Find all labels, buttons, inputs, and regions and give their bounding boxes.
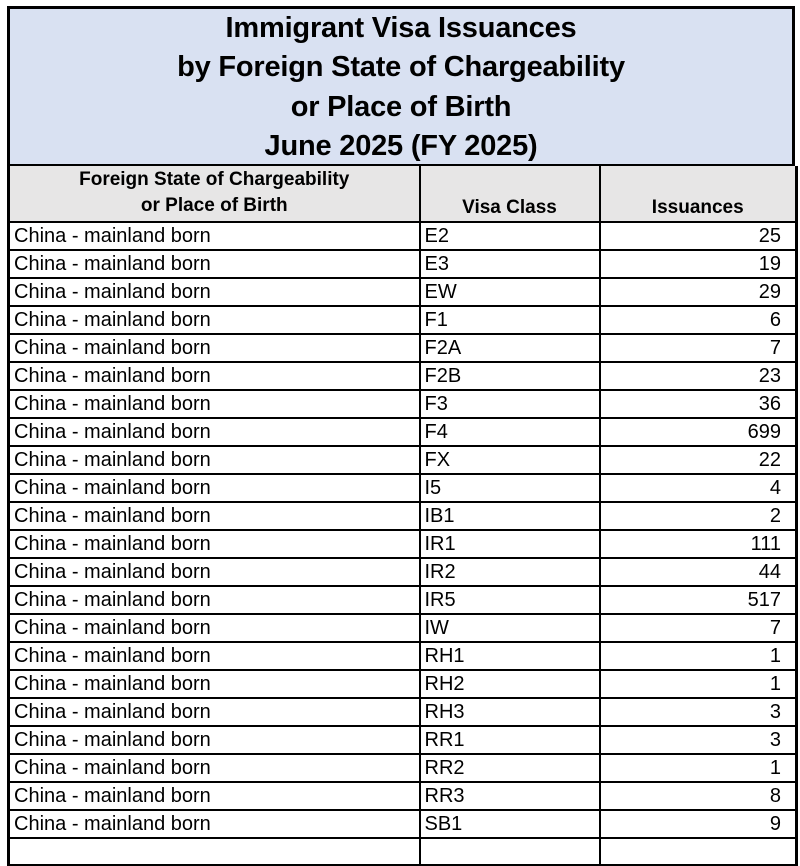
cell-country[interactable]: China - mainland born	[9, 614, 420, 642]
column-header-country-line2: or Place of Birth	[140, 195, 288, 216]
cell-country[interactable]: China - mainland born	[9, 250, 420, 278]
header-row	[9, 166, 797, 222]
cell-issuances[interactable]: 22	[600, 446, 797, 474]
cell-issuances[interactable]: 44	[600, 558, 797, 586]
table-row	[9, 446, 797, 474]
cell-visa-class[interactable]: EW	[420, 278, 600, 306]
cell-visa-class[interactable]: IR2	[420, 558, 600, 586]
table-row	[9, 586, 797, 614]
cell-visa-class[interactable]: F2A	[420, 334, 600, 362]
table-row	[9, 418, 797, 446]
cell-country[interactable]: China - mainland born	[9, 726, 420, 754]
cell-issuances[interactable]: 1	[600, 642, 797, 670]
issuance-table	[7, 166, 798, 866]
table-row	[9, 614, 797, 642]
column-header-country	[9, 166, 420, 222]
cell-issuances[interactable]: 7	[600, 614, 797, 642]
table-row	[9, 810, 797, 838]
table-row	[9, 334, 797, 362]
cell-country[interactable]: China - mainland born	[9, 586, 420, 614]
cell-country[interactable]: China - mainland born	[9, 782, 420, 810]
cell-country[interactable]: China - mainland born	[9, 530, 420, 558]
cell-visa-class[interactable]: RH1	[420, 642, 600, 670]
cell-issuances[interactable]: 699	[600, 418, 797, 446]
table-row	[9, 278, 797, 306]
title-line-4: June 2025 (FY 2025)	[264, 130, 538, 162]
cell-visa-class[interactable]: I5	[420, 474, 600, 502]
cell-visa-class[interactable]: E2	[420, 222, 600, 250]
cell-country[interactable]: China - mainland born	[9, 810, 420, 838]
cell-issuances[interactable]: 23	[600, 362, 797, 390]
cell-visa-class[interactable]: IB1	[420, 502, 600, 530]
cell-visa-class[interactable]: F4	[420, 418, 600, 446]
cell-visa-class[interactable]: RR3	[420, 782, 600, 810]
cell-issuances[interactable]: 517	[600, 586, 797, 614]
cell-country[interactable]: China - mainland born	[9, 390, 420, 418]
table-row	[9, 754, 797, 782]
cell-country[interactable]: China - mainland born	[9, 642, 420, 670]
cell-country[interactable]: China - mainland born	[9, 558, 420, 586]
cell-country[interactable]: China - mainland born	[9, 418, 420, 446]
cell-issuances[interactable]: 6	[600, 306, 797, 334]
column-header-visa-class: Visa Class	[420, 166, 600, 222]
cell-visa-class[interactable]: F3	[420, 390, 600, 418]
cell-issuances[interactable]: 29	[600, 278, 797, 306]
cell-issuances[interactable]: 25	[600, 222, 797, 250]
cell-visa-class[interactable]: IW	[420, 614, 600, 642]
cell-visa-class[interactable]: F2B	[420, 362, 600, 390]
table-row	[9, 390, 797, 418]
cell-country[interactable]	[9, 838, 420, 865]
report-title-block	[7, 6, 795, 166]
cell-issuances[interactable]: 36	[600, 390, 797, 418]
cell-issuances[interactable]: 9	[600, 810, 797, 838]
cell-visa-class[interactable]	[420, 838, 600, 865]
cell-visa-class[interactable]: IR5	[420, 586, 600, 614]
table-row	[9, 642, 797, 670]
cell-issuances[interactable]	[600, 838, 797, 865]
cell-visa-class[interactable]: RH2	[420, 670, 600, 698]
cell-country[interactable]: China - mainland born	[9, 278, 420, 306]
title-line-2: by Foreign State of Chargeability	[177, 51, 625, 83]
cell-country[interactable]: China - mainland born	[9, 698, 420, 726]
cell-country[interactable]: China - mainland born	[9, 306, 420, 334]
cell-country[interactable]: China - mainland born	[9, 474, 420, 502]
spreadsheet	[7, 6, 795, 866]
cell-country[interactable]: China - mainland born	[9, 754, 420, 782]
cell-visa-class[interactable]: E3	[420, 250, 600, 278]
table-row	[9, 838, 797, 865]
cell-issuances[interactable]: 4	[600, 474, 797, 502]
table-body	[9, 222, 797, 865]
cell-country[interactable]: China - mainland born	[9, 446, 420, 474]
table-row	[9, 502, 797, 530]
column-header-issuances: Issuances	[600, 166, 797, 222]
cell-country[interactable]: China - mainland born	[9, 362, 420, 390]
cell-issuances[interactable]: 19	[600, 250, 797, 278]
cell-issuances[interactable]: 8	[600, 782, 797, 810]
cell-issuances[interactable]: 1	[600, 670, 797, 698]
table-row	[9, 474, 797, 502]
table-row	[9, 726, 797, 754]
cell-visa-class[interactable]: F1	[420, 306, 600, 334]
table-row	[9, 306, 797, 334]
cell-issuances[interactable]: 7	[600, 334, 797, 362]
cell-visa-class[interactable]: RR1	[420, 726, 600, 754]
cell-issuances[interactable]: 3	[600, 698, 797, 726]
table-row	[9, 222, 797, 250]
table-row	[9, 362, 797, 390]
cell-visa-class[interactable]: SB1	[420, 810, 600, 838]
cell-visa-class[interactable]: RH3	[420, 698, 600, 726]
title-line-3: or Place of Birth	[290, 90, 512, 123]
title-line-1: Immigrant Visa Issuances	[225, 11, 577, 44]
cell-issuances[interactable]: 1	[600, 754, 797, 782]
table-row	[9, 670, 797, 698]
cell-visa-class[interactable]: FX	[420, 446, 600, 474]
table-row	[9, 530, 797, 558]
table-row	[9, 782, 797, 810]
table-row	[9, 698, 797, 726]
cell-country[interactable]: China - mainland born	[9, 670, 420, 698]
table-row	[9, 250, 797, 278]
cell-visa-class[interactable]: IR1	[420, 530, 600, 558]
cell-visa-class[interactable]: RR2	[420, 754, 600, 782]
cell-country[interactable]: China - mainland born	[9, 334, 420, 362]
cell-issuances[interactable]: 3	[600, 726, 797, 754]
cell-country[interactable]: China - mainland born	[9, 222, 420, 250]
cell-issuances[interactable]: 111	[600, 530, 797, 558]
column-header-country-line1: Foreign State of Chargeability	[79, 169, 350, 190]
cell-country[interactable]: China - mainland born	[9, 502, 420, 530]
table-row	[9, 558, 797, 586]
cell-issuances[interactable]: 2	[600, 502, 797, 530]
